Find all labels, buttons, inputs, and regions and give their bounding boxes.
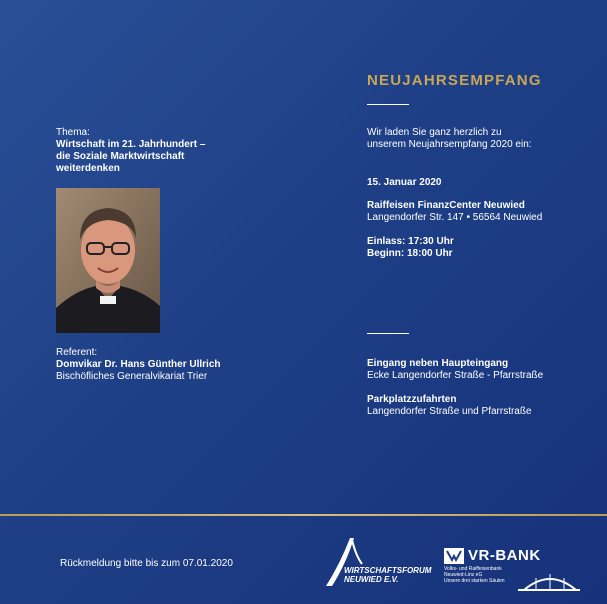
rsvp-text: Rückmeldung bitte bis zum 07.01.2020 <box>60 558 233 569</box>
entrance-detail: Ecke Langendorfer Straße - Pfarrstraße <box>367 370 544 381</box>
section-divider <box>367 333 409 334</box>
invitation-text <box>367 127 532 151</box>
wirtschaftsforum-city: NEUWIED E.V. <box>344 575 399 584</box>
bridge-icon <box>516 564 582 594</box>
vrbank-sub-1: Volks- und Raiffeisenbank <box>444 566 502 572</box>
parking-heading: Parkplatzzufahrten <box>367 394 457 405</box>
event-title: NEUJAHRSEMPFANG <box>367 72 542 89</box>
wirtschaftsforum-name: WIRTSCHAFTSFORUM <box>344 566 432 575</box>
event-date: 15. Januar 2020 <box>367 177 442 188</box>
topic-line-3: weiterdenken <box>56 163 120 174</box>
vrbank-sub-2: Neuwied-Linz eG <box>444 572 483 578</box>
gold-divider <box>0 514 607 516</box>
topic-line-2: die Soziale Marktwirtschaft <box>56 151 185 162</box>
invite-line-1: Wir laden Sie ganz herzlich zu <box>367 127 502 138</box>
speaker-name: Domvikar Dr. Hans Günther Ullrich <box>56 359 221 370</box>
venue-name: Raiffeisen FinanzCenter Neuwied <box>367 200 525 211</box>
invite-line-2: unserem Neujahrsempfang 2020 ein: <box>367 139 532 150</box>
title-divider <box>367 104 409 105</box>
venue-block <box>367 200 542 224</box>
speaker-portrait <box>56 188 160 333</box>
topic-line-1: Wirtschaft im 21. Jahrhundert – <box>56 139 206 150</box>
venue-address: Langendorfer Str. 147 • 56564 Neuwied <box>367 212 543 223</box>
speaker-affiliation: Bischöfliches Generalvikariat Trier <box>56 371 208 382</box>
times-block <box>367 236 454 260</box>
entry-time: Einlass: 17:30 Uhr <box>367 236 454 247</box>
speaker-block <box>56 347 221 383</box>
entrance-heading: Eingang neben Haupteingang <box>367 358 509 369</box>
wirtschaftsforum-logo <box>322 534 432 590</box>
topic-label: Thema: <box>56 127 90 138</box>
vrbank-subtitle <box>444 566 505 584</box>
vrbank-emblem-icon <box>444 548 464 564</box>
topic-block <box>56 127 205 175</box>
entrance-block <box>367 358 543 382</box>
vrbank-name: VR-BANK <box>468 547 541 564</box>
parking-detail: Langendorfer Straße und Pfarrstraße <box>367 406 532 417</box>
vrbank-sub-3: Unsere drei starken Säulen <box>444 578 505 584</box>
speaker-label: Referent: <box>56 347 98 358</box>
vrbank-logo <box>444 546 584 596</box>
parking-block <box>367 394 532 418</box>
start-time: Beginn: 18:00 Uhr <box>367 248 453 259</box>
